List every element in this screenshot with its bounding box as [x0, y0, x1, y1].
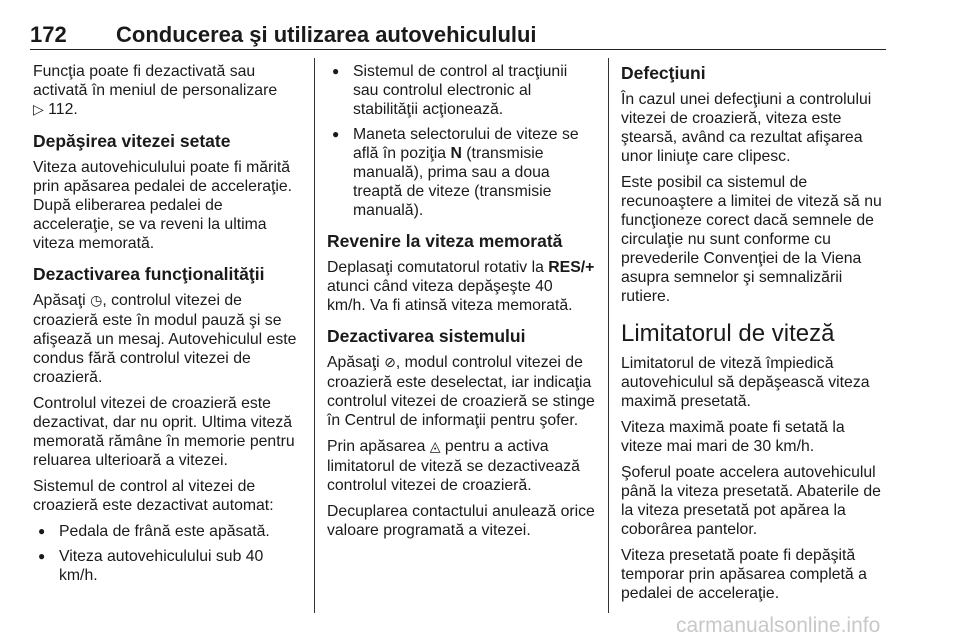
bullet-list	[33, 522, 301, 585]
paragraph: Viteza presetată poate fi depăşită temporar prin apăsarea completă a pedalei de acceleraţie.	[621, 547, 867, 602]
page-number: 172	[30, 22, 67, 47]
paragraph: Este posibil ca sistemul de recunoaştere a limitei de viteză să nu funcţioneze corect dacă semnele de circulaţie nu sunt conforme cu prevederile Convenţiei de la Viena asupra semnelor şi semnalizării rutiere.	[621, 174, 882, 305]
bullet-list	[327, 62, 595, 220]
paragraph: Funcţia poate fi dezactivată sau activată în meniul de personalizare ▷ 112.	[33, 63, 278, 118]
page-reference-link[interactable]: 112.	[48, 101, 78, 118]
paragraph: Prin apăsarea ◬ pentru a activa limitatorul de viteză se dezactivează controlul vitezei de croazieră.	[327, 438, 580, 494]
paragraph: Decuplarea contactului anulează orice valoare programată a vitezei.	[327, 503, 595, 539]
watermark: carmanualsonline.info	[676, 614, 881, 637]
cruise-off-icon: ⊘	[384, 355, 396, 371]
paragraph: În cazul unei defecţiuni a controlului vitezei de croazieră, viteza este ştearsă, având ca rezultat afişarea unor liniuţe care clipesc.	[621, 91, 872, 165]
section-heading: Depăşirea vitezei setate	[33, 131, 231, 151]
section-heading: Defecţiuni	[621, 63, 706, 83]
section-heading: Dezactivarea funcţionalităţii	[33, 264, 265, 284]
list-item: ● Sistemul de control al tracţiunii sau controlul electronic al stabilităţii acţionează.	[327, 62, 595, 119]
page-reference-arrow-icon: ▷	[33, 102, 44, 118]
paragraph: Sistemul de control al vitezei de croazieră este dezactivat automat:	[33, 478, 274, 514]
cruise-pause-icon: ◷	[90, 293, 103, 309]
column-1	[33, 62, 301, 591]
section-heading: Dezactivarea sistemului	[327, 326, 526, 346]
column-divider-2	[608, 58, 609, 613]
paragraph: Apăsaţi ⊘, modul controlul vitezei de croazieră este deselectat, iar indicaţia controlul vitezei de croazieră se stinge în Centrul de informaţii pentru şofer.	[327, 354, 595, 429]
column-divider-1	[314, 58, 315, 613]
list-item: ● Maneta selectorului de viteze se află în poziţia N (transmisie manuală), prima sau a doua treaptă de viteze (transmisie manuală).	[327, 125, 595, 220]
list-item: ● Viteza autovehiculului sub 40 km/h.	[33, 547, 301, 585]
paragraph: Şoferul poate accelera autovehiculul până la viteza presetată. Abaterile de la viteza presetată pot apărea la coborârea pantelor.	[621, 464, 881, 538]
chapter-section-heading: Limitatorul de viteză	[621, 320, 835, 347]
section-heading: Revenire la viteza memorată	[327, 231, 563, 251]
column-3	[621, 62, 889, 610]
column-2	[327, 62, 595, 547]
control-label: RES/+	[548, 259, 595, 276]
paragraph: Controlul vitezei de croazieră este dezactivat, dar nu oprit. Ultima viteză memorată rămâne în memorie pentru reluarea ulterioară a vitezei.	[33, 395, 295, 469]
paragraph: Viteza maximă poate fi setată la viteze mai mari de 30 km/h.	[621, 419, 845, 455]
paragraph: Apăsaţi ◷, controlul vitezei de croazieră este în modul pauză şi se afişează un mesaj. Autovehiculul este condus fără controlul vitezei de croazieră.	[33, 292, 297, 386]
list-item: ● Pedala de frână este apăsată.	[33, 522, 301, 541]
speed-limiter-icon: ◬	[429, 439, 441, 455]
page-header	[30, 22, 886, 52]
paragraph: Limitatorul de viteză împiedică autovehiculul să depăşească viteza maximă presetată.	[621, 355, 870, 410]
chapter-title: Conducerea şi utilizarea autovehiculului	[116, 22, 537, 47]
header-rule	[30, 49, 886, 50]
paragraph: Deplasaţi comutatorul rotativ la RES/+ atunci când viteza depăşeşte 40 km/h. Va fi atinsă viteza memorată.	[327, 259, 595, 314]
paragraph: Viteza autovehiculului poate fi mărită prin apăsarea pedalei de acceleraţie. După eliberarea pedalei de acceleraţie, se va reveni la ultima viteza memorată.	[33, 159, 293, 252]
